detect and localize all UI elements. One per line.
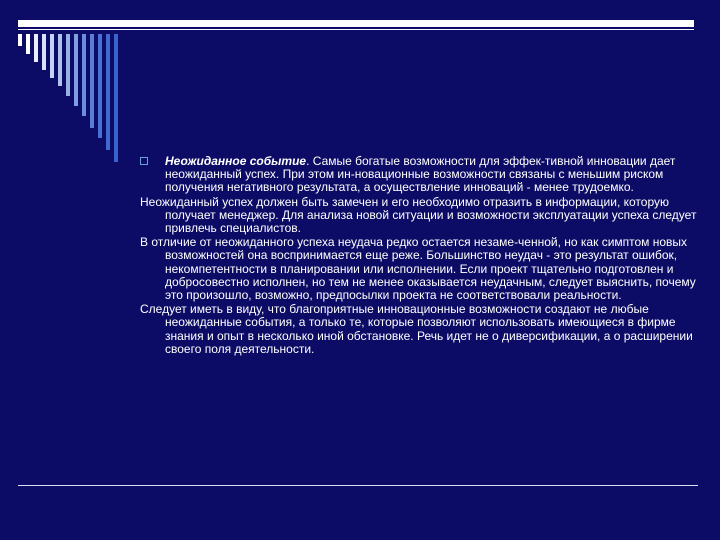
- decor-bar: [90, 34, 94, 128]
- paragraph-2: Неожиданный успех должен быть замечен и его необходимо отразить в информации, которую получает менеджер. Для анализа новой ситуации и возможности эксплуатации успеха следует привлечь специалистов.: [140, 194, 697, 236]
- decor-bar: [34, 34, 38, 62]
- decor-bar: [82, 34, 86, 116]
- bottom-rule: [18, 485, 698, 486]
- paragraph-1: [140, 155, 690, 195]
- decor-bar: [58, 34, 62, 86]
- decorative-bars: [0, 0, 140, 170]
- paragraph-4: Следует иметь в виду, что благоприятные инновационные возможности создают не любые неожиданные события, а только те, которые позволяют использовать имеющиеся в фирме знания и опыт в несколько иной обстановке. Речь идет не о диверсификации, а о расширении своего поля деятельности.: [140, 302, 693, 356]
- decor-bar: [26, 34, 30, 54]
- body-text: [140, 154, 697, 357]
- decor-bar: [18, 34, 22, 46]
- decor-bar: [42, 34, 46, 70]
- paragraph-1-rest: . Самые богатые возможности для эффек-тивной инновации дает неожиданный успех. При этом ин-новационные возможности связаны с меньшим риском получения негативного результата, а осуществление инноваций - менее трудоемко.: [165, 154, 676, 195]
- decor-bar: [74, 34, 78, 106]
- decor-bar: [106, 34, 110, 150]
- decor-bar: [114, 34, 118, 162]
- paragraph-1-lead: Неожиданное событие: [165, 154, 307, 168]
- decor-bar: [66, 34, 70, 96]
- paragraph-3: В отличие от неожиданного успеха неудача редко остается незаме-ченной, но как симптом новых возможностей она воспринимается еще реже. Большинство неудач - это результат ошибок, некомпетентности в планировании или исполнении. Если проект тщательно подготовлен и добросовестно исполнен, но тем не менее оказывается неудачным, следует выяснить, почему это произошло, возможно, предпосылки проекта не соответствовали реальности.: [140, 235, 696, 303]
- square-bullet-icon: [140, 157, 148, 165]
- decor-bar: [50, 34, 54, 78]
- decor-bar: [98, 34, 102, 138]
